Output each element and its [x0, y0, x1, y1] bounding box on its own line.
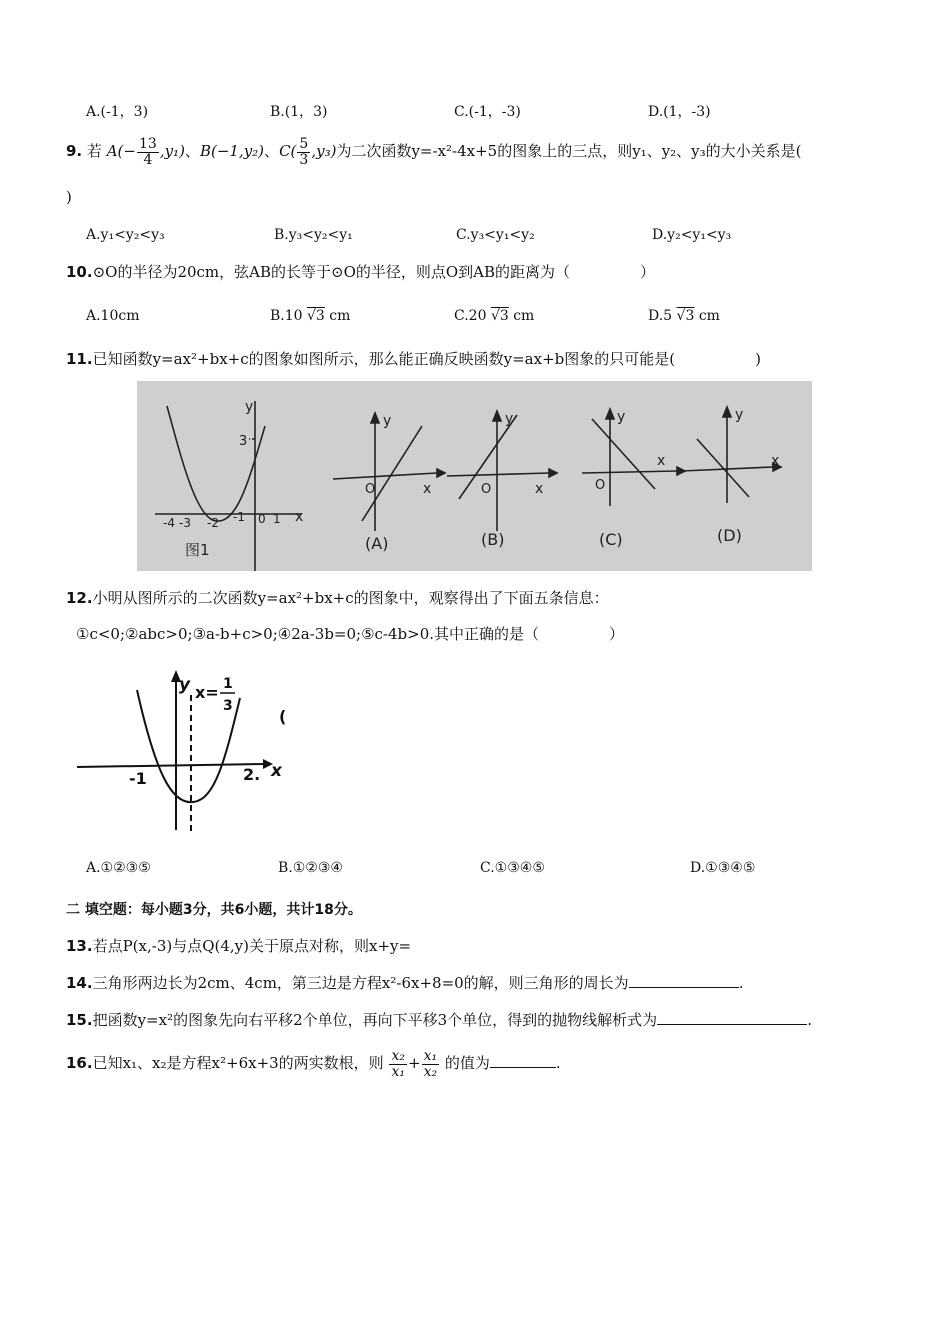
q16-fraction-1: $\frac{\text{x₂}}{\text{x₁}}$ [391, 1047, 405, 1080]
q9-fraction-a: $\frac{13}{4}$ [138, 135, 157, 168]
q11-caption: 图1 [185, 541, 210, 559]
svg-text:x: x [657, 453, 666, 469]
q16-answer-blank[interactable] [490, 1067, 556, 1068]
svg-text:3: 3 [223, 698, 233, 714]
q11-figure [137, 381, 812, 571]
q11-label-x: x [295, 509, 304, 525]
q13-question: 13.若点P(x,-3)与点Q(4,y)关于原点对称，则x+y= [66, 937, 412, 955]
q9-option-c: C.y₃<y₁<y₂ [456, 227, 535, 243]
q8-option-b: B.(1，3) [270, 104, 328, 120]
q11-label-a: (A) [365, 534, 389, 553]
q11-tick-label-m2: -2 [207, 516, 219, 530]
q10-option-b: B.10 √3 cm [270, 308, 351, 324]
q12-question: 12.小明从图所示的二次函数y=ax²+bx+c的图象中，观察得出了下面五条信息： [66, 589, 609, 607]
q14-question: 14.三角形两边长为2cm、4cm，第三边是方程x²-6x+8=0的解，则三角形的周长为 . [66, 974, 744, 992]
q10-option-a: A.10cm [86, 308, 140, 324]
q16-question: 16.已知x₁、x₂是方程x²+6x+3的两实数根，则 $\frac{\text{x₂}}{\text{x₁}}$ + $\frac{\text{x₁}}{\text{x₂}}$ 的值为 . [66, 1047, 561, 1080]
svg-text:O: O [365, 482, 376, 497]
q12-option-d: D.①③④⑤ [690, 860, 756, 876]
q12-conditions: ①c<0;②abc>0;③a-b+c>0;④2a-3b=0;⑤c-4b>0.其中正确的是（ ） [76, 625, 625, 643]
svg-text:y: y [179, 675, 191, 695]
svg-text:x: x [271, 761, 282, 781]
svg-text:O: O [595, 478, 606, 493]
svg-text:y: y [617, 409, 626, 425]
svg-text:x: x [423, 481, 432, 497]
q10-option-c: C.20 √3 cm [454, 308, 535, 324]
q12-graph [77, 670, 273, 832]
q12-x-axis [77, 764, 265, 767]
svg-text:2.: 2. [243, 765, 261, 784]
q14-answer-blank[interactable] [629, 987, 739, 988]
q11-label-b: (B) [481, 530, 505, 549]
svg-text:y: y [505, 411, 514, 427]
q11-label-y: y [245, 399, 254, 415]
q8-option-c: C.(-1，-3) [454, 104, 521, 120]
svg-text:x: x [535, 481, 544, 497]
svg-text:y: y [735, 407, 744, 423]
q10-question: 10.⊙O的半径为20cm，弦AB的长等于⊙O的半径，则点O到AB的距离为（ ） [66, 263, 656, 281]
q11-tick-label-m1: -1 [233, 510, 245, 524]
q11-label-c: (C) [599, 530, 623, 549]
q10-option-d: D.5 √3 cm [648, 308, 720, 324]
svg-text:x=: x= [195, 683, 219, 702]
q12-option-b: B.①②③④ [278, 860, 343, 876]
q9-number: 9. [66, 142, 83, 160]
q9-question: 9. 若 A(− $\frac{13}{4}$ ,y₁)、B(−1,y₂)、C( $\frac{5}{3}$ ,y₃)为二次函数y=-x²-4x+5的图象上的三点，则y₁、y₂、y₃的大小关系是( [66, 135, 802, 168]
svg-text:(: ( [279, 707, 287, 726]
q16-fraction-2: $\frac{\text{x₁}}{\text{x₂}}$ [423, 1047, 438, 1080]
svg-text:1: 1 [223, 676, 233, 692]
q11-tick-label-0: 0 [258, 512, 266, 526]
q11-tick-label-m3: -3 [179, 516, 191, 530]
svg-text:x: x [771, 453, 780, 469]
section2-title: 二 填空题：每小题3分，共6小题，共计18分。 [66, 902, 362, 918]
svg-text:-1: -1 [129, 769, 147, 788]
svg-text:O: O [481, 482, 492, 497]
q12-figure [75, 660, 285, 835]
q9-option-d: D.y₂<y₁<y₃ [652, 227, 732, 243]
svg-text:y: y [383, 413, 392, 429]
q12-option-a: A.①②③⑤ [86, 860, 151, 876]
q15-answer-blank[interactable] [657, 1024, 807, 1025]
q9-option-a: A.y₁<y₂<y₃ [86, 227, 165, 243]
q11-tick-label-3: 3 [239, 434, 248, 449]
q11-label-d: (D) [717, 526, 742, 545]
q15-question: 15.把函数y=x²的图象先向右平移2个单位，再向下平移3个单位，得到的抛物线解析式为 . [66, 1011, 812, 1029]
q11-tick-label-m4: -4 [163, 516, 175, 530]
q11-tick-label-1: 1 [273, 512, 281, 526]
q10-number: 10. [66, 263, 93, 281]
q9-option-b: B.y₃<y₂<y₁ [274, 227, 353, 243]
q8-option-a: A.(-1，3) [86, 104, 149, 120]
q9-close-paren: ) [66, 188, 72, 206]
q9-fraction-c: $\frac{5}{3}$ [299, 135, 309, 168]
q11-question: 11.已知函数y=ax²+bx+c的图象如图所示，那么能正确反映函数y=ax+b图象的只可能是( ) [66, 350, 761, 368]
q12-number: 12. [66, 589, 93, 607]
q8-option-d: D.(1，-3) [648, 104, 711, 120]
q11-number: 11. [66, 350, 93, 368]
q12-option-c: C.①③④⑤ [480, 860, 545, 876]
